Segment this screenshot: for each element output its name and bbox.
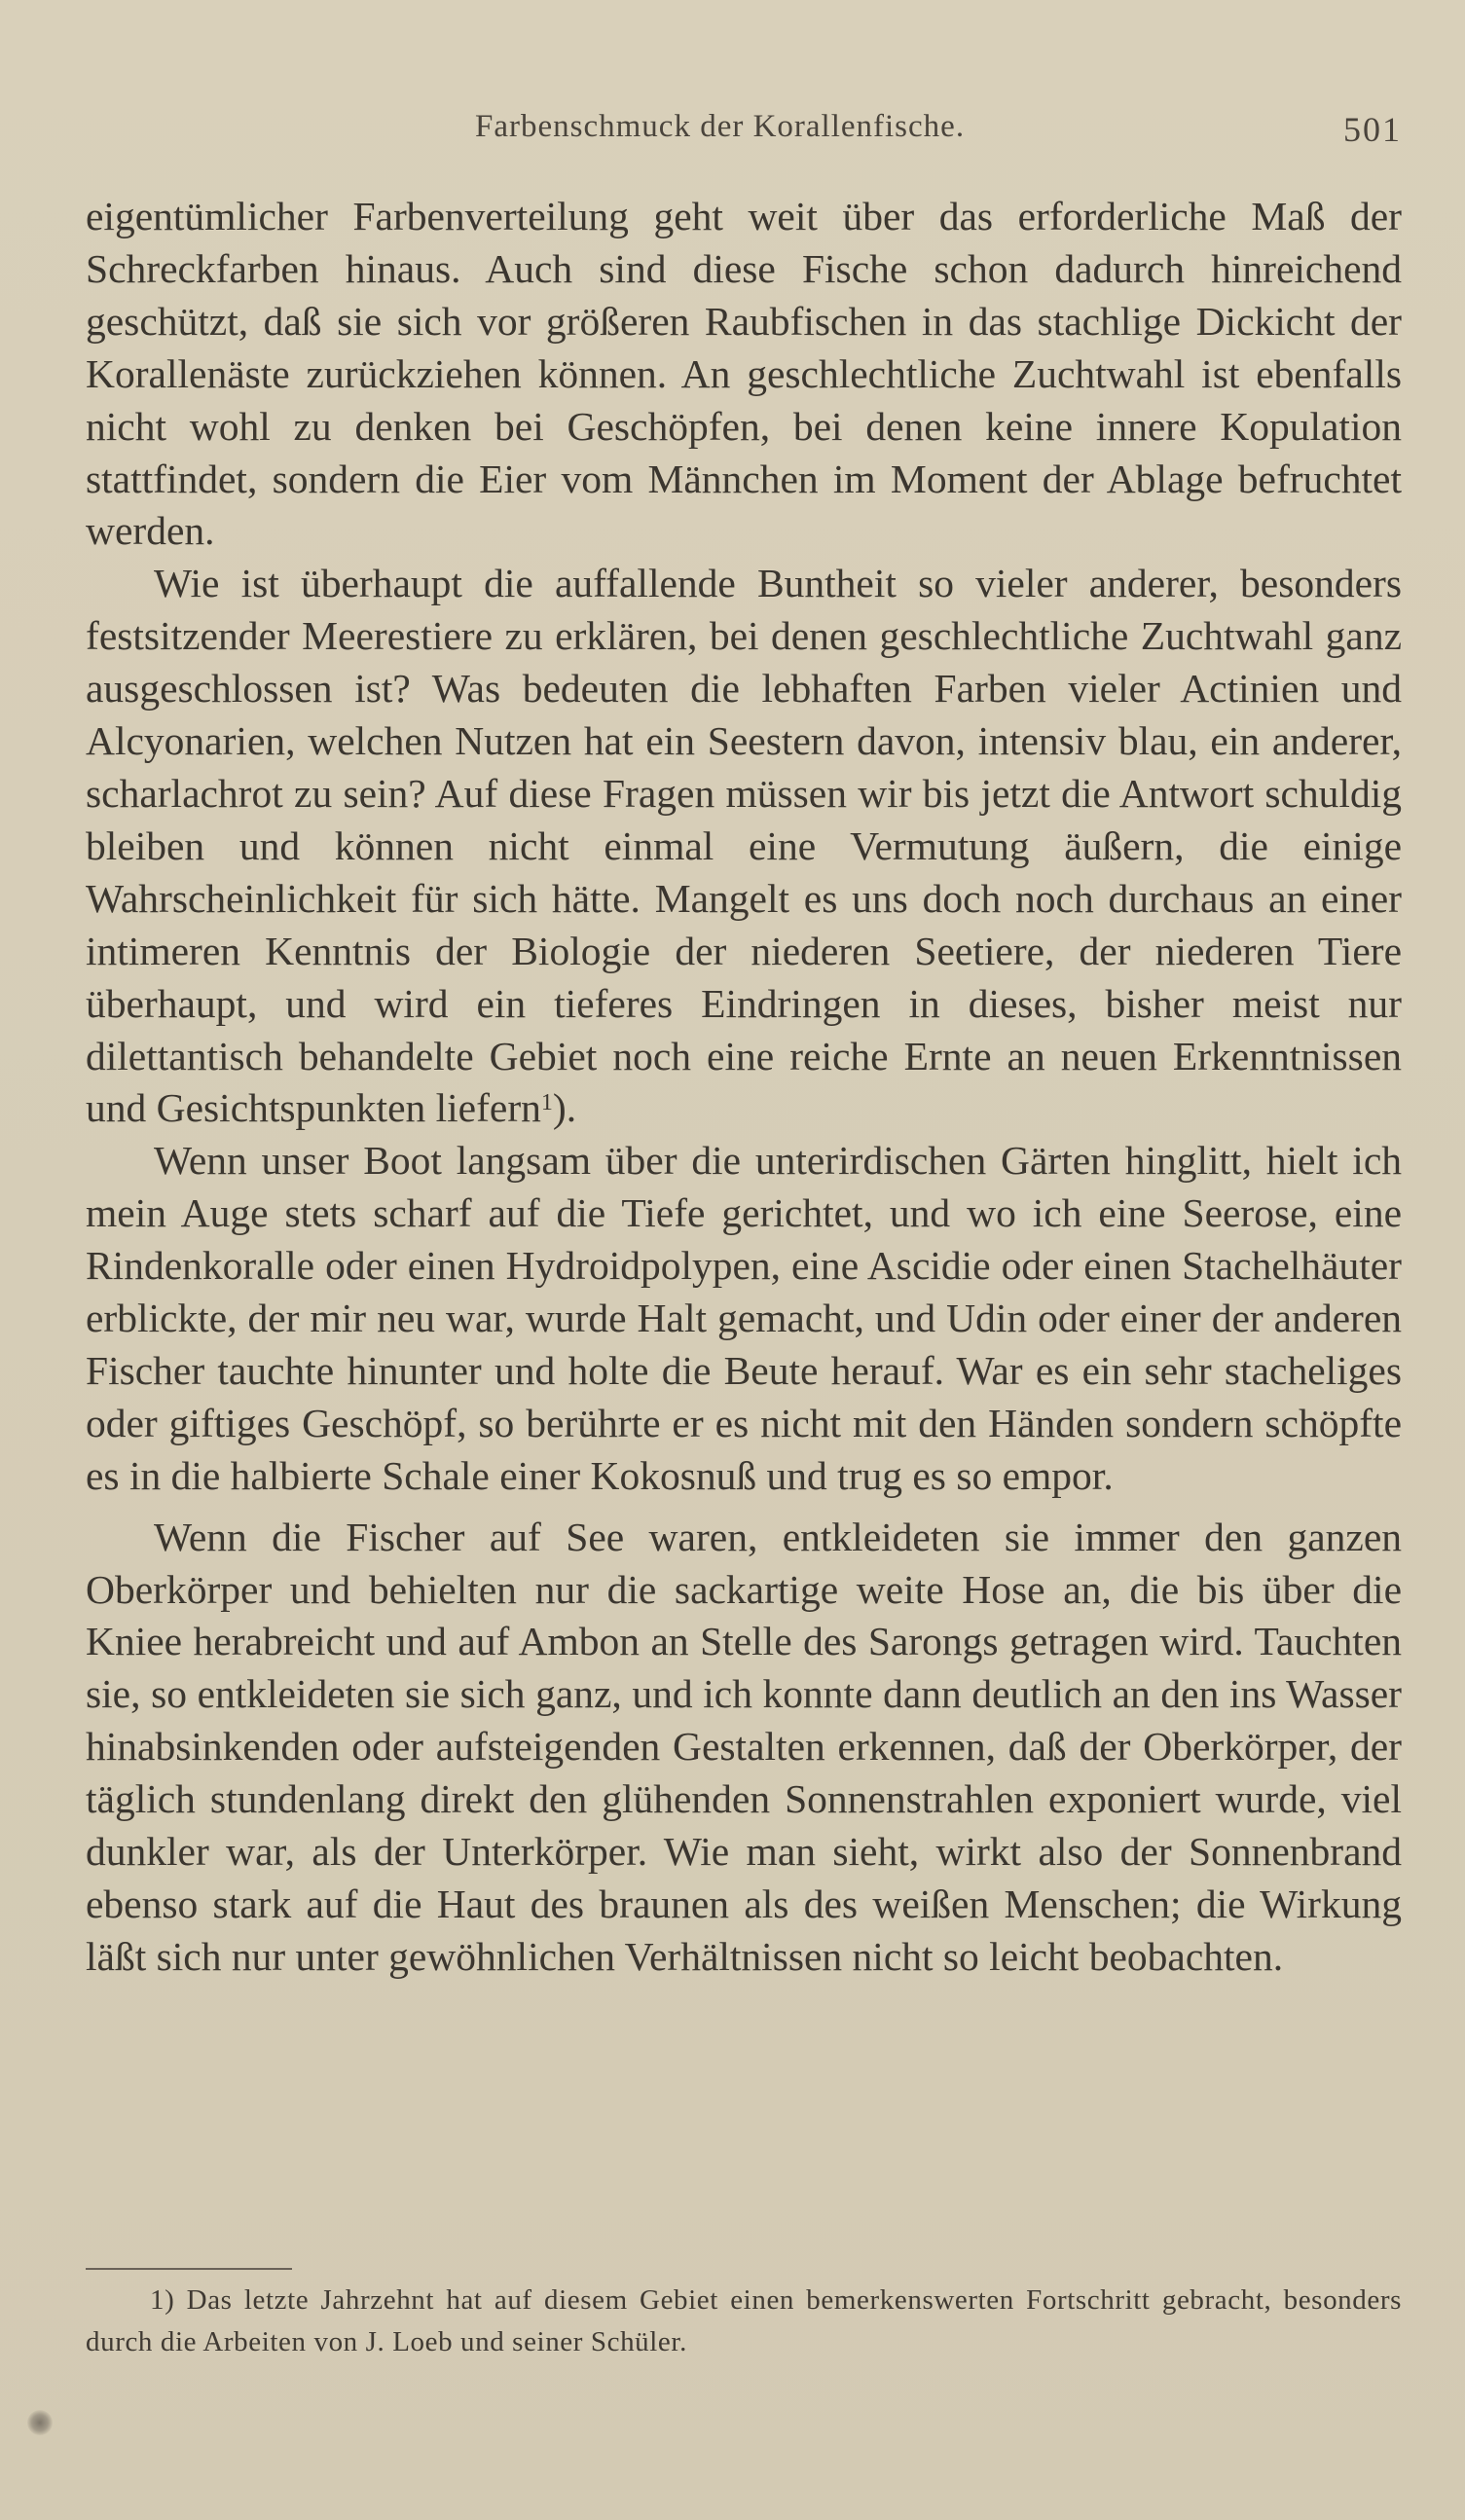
footnote-marker: 1) [150, 2284, 175, 2316]
paragraph-continuation: eigentümlicher Farbenverteilung geht weit über das erforderliche Maß der Schreckfarben hinaus. Auch sind diese Fische schon dadurch hinreichend geschützt, daß sie sich vor größeren Raubfischen in das stachlige Dickicht der Korallenäste zurückziehen können. An geschlechtliche Zuchtwahl ist ebenfalls nicht wohl zu denken bei Geschöpfen, bei denen keine innere Kopulation stattfindet, sondern die Eier vom Männchen im Moment der Ablage befruchtet werden. [86, 194, 1402, 554]
footnotes [86, 2280, 1402, 2363]
running-header [86, 109, 1402, 158]
footnote-1 [86, 2280, 1402, 2363]
scan-smudge [27, 2410, 53, 2435]
paragraph-fischer: Wenn die Fischer auf See waren, entkleideten sie immer den ganzen Oberkörper und behielten nur die sackartige weite Hose an, die bis über die Kniee herabreicht und auf Ambon an Stelle des Sarongs getragen wird. Tauchten sie, so entkleideten sie sich ganz, und ich konnte dann deutlich an den ins Wasser hinabsinkenden oder aufsteigenden Gestalten erkennen, daß der Oberkörper, der täglich stundenlang direkt den glühenden Sonnenstrahlen exponiert wurde, viel dunkler war, als der Unterkörper. Wie man sieht, wirkt also der Sonnenbrand ebenso stark auf die Haut des braunen als des weißen Menschen; die Wirkung läßt sich nur unter gewöhnlichen Verhältnissen nicht so leicht beobachten. [86, 1514, 1402, 1979]
running-title: Farbenschmuck der Korallenfische. [475, 109, 966, 144]
paragraph-boot: Wenn unser Boot langsam über die unterirdischen Gärten hinglitt, hielt ich mein Auge stets scharf auf die Tiefe gerichtet, und wo ich eine Seerose, eine Rindenkoralle oder einen Hydroidpolypen, eine Ascidie oder einen Stachelhäuter erblickte, der mir neu war, wurde Halt gemacht, und Udin oder einer der anderen Fischer tauchte hinunter und holte die Beute herauf. War es ein sehr stacheliges oder giftiges Geschöpf, so berührte er es nicht mit den Händen sondern schöpfte es in die halbierte Schale einer Kokosnuß und trug es so empor. [86, 1138, 1402, 1498]
paragraph-buntheit [86, 558, 1402, 1135]
footnote-reference: 1 [540, 1090, 553, 1116]
body-text [86, 191, 1402, 1984]
footnote-text: Das letzte Jahrzehnt hat auf diesem Gebiet einen bemerkenswerten Fortschritt gebracht, besonders durch die Arbeiten von J. Loeb und seiner Schüler. [86, 2284, 1402, 2357]
footnote-reference-tail: ). [552, 1085, 577, 1131]
paragraph-text: Wie ist überhaupt die auffallende Buntheit so vieler anderer, besonders festsitzender Meerestiere zu erklären, bei denen geschlechtliche Zuchtwahl ganz ausgeschlossen ist? Was bedeuten die lebhaften Farben vieler Actinien und Alcyonarien, welchen Nutzen hat ein Seestern davon, intensiv blau, ein anderer, scharlachrot zu sein? Auf diese Fragen müssen wir bis jetzt die Antwort schuldig bleiben und können nicht einmal eine Vermutung äußern, die einige Wahrscheinlichkeit für sich hätte. Mangelt es uns doch noch durchaus an einer intimeren Kenntnis der Biologie der niederen Seetiere, der niederen Tiere überhaupt, und wird ein tieferes Eindringen in dieses, bisher meist nur dilettantisch behandelte Gebiet noch eine reiche Ernte an neuen Erkenntnissen und Gesichtspunkten liefern [86, 561, 1402, 1131]
footnote-divider [86, 2268, 292, 2270]
page-number: 501 [1343, 110, 1402, 149]
